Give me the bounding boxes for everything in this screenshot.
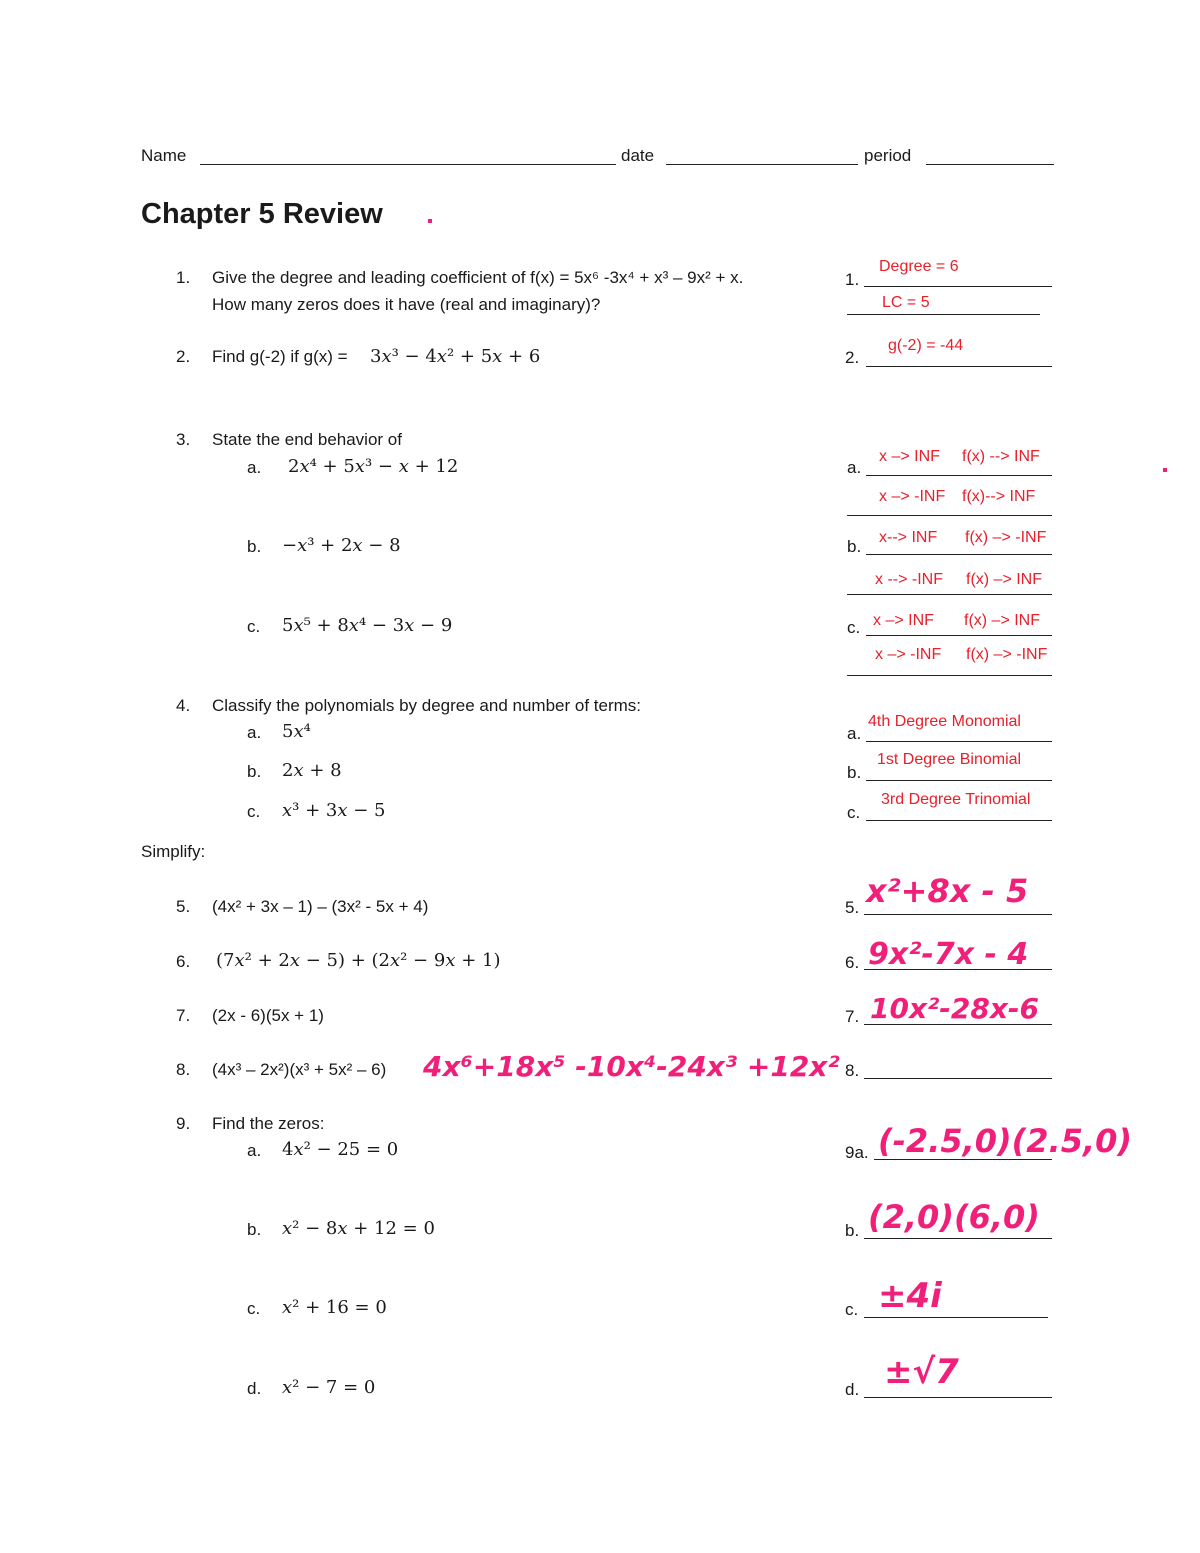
typed-answer: f(x) –> -INF (966, 646, 1048, 663)
question-number: 6. (176, 952, 191, 971)
question-number: 1. (176, 268, 191, 287)
answer-label: 2. (845, 348, 860, 367)
part-label: b. (247, 762, 262, 781)
page-title: Chapter 5 Review (141, 198, 383, 230)
question-number: 7. (176, 1006, 191, 1025)
typed-answer: x –> -INF (879, 488, 946, 505)
handwritten-answer: 9x²-7x - 4 (868, 937, 1029, 972)
answer-line[interactable] (864, 286, 1052, 287)
answer-label: c. (847, 803, 861, 822)
answer-label: b. (845, 1221, 860, 1240)
typed-answer: x –> -INF (875, 646, 942, 663)
answer-line[interactable] (866, 554, 1052, 555)
answer-line[interactable] (866, 780, 1052, 781)
typed-answer: LC = 5 (882, 294, 930, 311)
math-expression: −𝑥³ + 2𝑥 − 8 (282, 535, 401, 556)
typed-answer: 3rd Degree Trinomial (881, 791, 1031, 808)
part-label: d. (247, 1379, 262, 1398)
handwritten-work: 4x⁶+18x⁵ -10x⁴-24x³ +12x² (423, 1050, 840, 1083)
answer-line[interactable] (864, 1397, 1052, 1398)
answer-line[interactable] (866, 366, 1052, 367)
answer-line[interactable] (866, 741, 1052, 742)
answer-label: c. (845, 1300, 859, 1319)
typed-answer: x –> INF (873, 612, 934, 629)
typed-answer: f(x) –> INF (964, 612, 1041, 629)
name-label: Name (141, 146, 187, 165)
period-field[interactable] (926, 164, 1054, 165)
question-text: (2x - 6)(5x + 1) (212, 1006, 324, 1025)
answer-line[interactable] (864, 1317, 1048, 1318)
part-label: b. (247, 1220, 262, 1239)
date-field[interactable] (666, 164, 858, 165)
question-text: (4x³ – 2x²)(x³ + 5x² – 6) (212, 1060, 387, 1079)
question-text: (4x² + 3x – 1) – (3x² - 5x + 4) (212, 897, 429, 916)
part-label: a. (247, 723, 262, 742)
typed-answer: x --> -INF (875, 571, 943, 588)
typed-answer: g(-2) = -44 (888, 337, 964, 354)
question-text: State the end behavior of (212, 430, 402, 449)
typed-answer: f(x) –> INF (966, 571, 1043, 588)
math-expression: 𝑥² + 16 = 0 (282, 1297, 387, 1318)
answer-label: 6. (845, 953, 860, 972)
math-expression: 4𝑥² − 25 = 0 (282, 1139, 399, 1160)
question-text: How many zeros does it have (real and imaginary)? (212, 295, 601, 314)
handwritten-answer: 10x²-28x-6 (870, 992, 1040, 1025)
question-number: 3. (176, 430, 191, 449)
name-field[interactable] (200, 164, 616, 165)
date-label: date (621, 146, 655, 165)
pen-mark (1163, 468, 1167, 472)
math-expression: 5𝑥⁴ (282, 721, 311, 742)
part-label: c. (247, 802, 261, 821)
typed-answer: x –> INF (879, 448, 940, 465)
answer-label: c. (847, 618, 861, 637)
handwritten-answer: x²+8x - 5 (866, 872, 1029, 910)
math-expression: 𝑥² − 8𝑥 + 12 = 0 (282, 1218, 435, 1239)
typed-answer: f(x) –> -INF (965, 529, 1047, 546)
question-text: Classify the polynomials by degree and number of terms: (212, 696, 641, 715)
part-label: a. (247, 458, 262, 477)
answer-label: 5. (845, 898, 860, 917)
typed-answer: f(x) --> INF (962, 448, 1040, 465)
typed-answer: 1st Degree Binomial (877, 751, 1022, 768)
question-text: Find g(-2) if g(x) = (212, 347, 348, 366)
answer-label: 7. (845, 1007, 860, 1026)
answer-line[interactable] (864, 1078, 1052, 1079)
typed-answer: f(x)--> INF (962, 488, 1036, 505)
answer-line[interactable] (847, 675, 1052, 676)
math-expression: (7𝑥² + 2𝑥 − 5) + (2𝑥² − 9𝑥 + 1) (216, 950, 501, 971)
answer-line[interactable] (866, 475, 1052, 476)
answer-line[interactable] (847, 515, 1052, 516)
math-expression: 𝑥³ + 3𝑥 − 5 (282, 800, 386, 821)
section-heading: Simplify: (141, 842, 206, 861)
answer-label: 1. (845, 270, 860, 289)
question-text: Give the degree and leading coefficient of f(x) = 5x⁶ -3x⁴ + x³ – 9x² + x. (212, 268, 744, 287)
question-number: 9. (176, 1114, 191, 1133)
answer-label: 9a. (845, 1143, 869, 1162)
part-label: b. (247, 537, 262, 556)
answer-label: d. (845, 1380, 860, 1399)
answer-line[interactable] (847, 594, 1052, 595)
answer-line[interactable] (847, 314, 1040, 315)
typed-answer: 4th Degree Monomial (868, 713, 1021, 730)
math-expression: 2𝑥⁴ + 5𝑥³ − 𝑥 + 12 (288, 456, 459, 477)
handwritten-answer: (-2.5,0)(2.5,0) (878, 1122, 1132, 1160)
answer-line[interactable] (866, 820, 1052, 821)
period-label: period (864, 146, 912, 165)
typed-answer: Degree = 6 (879, 258, 959, 275)
answer-label: b. (847, 537, 862, 556)
question-number: 5. (176, 897, 191, 916)
answer-line[interactable] (864, 914, 1052, 915)
answer-label: a. (847, 458, 862, 477)
part-label: c. (247, 1299, 261, 1318)
math-expression: 3𝑥³ − 4𝑥² + 5𝑥 + 6 (370, 346, 541, 367)
question-text: Find the zeros: (212, 1114, 325, 1133)
question-number: 8. (176, 1060, 191, 1079)
answer-label: 8. (845, 1061, 860, 1080)
handwritten-answer: (2,0)(6,0) (868, 1198, 1040, 1236)
question-number: 2. (176, 347, 191, 366)
handwritten-answer: ±4i (878, 1276, 942, 1316)
math-expression: 2𝑥 + 8 (282, 760, 342, 781)
answer-label: a. (847, 724, 862, 743)
math-expression: 5𝑥⁵ + 8𝑥⁴ − 3𝑥 − 9 (282, 615, 453, 636)
answer-line[interactable] (864, 1238, 1052, 1239)
answer-line[interactable] (866, 635, 1052, 636)
typed-answer: x--> INF (879, 529, 938, 546)
question-number: 4. (176, 696, 191, 715)
answer-label: b. (847, 763, 862, 782)
math-expression: 𝑥² − 7 = 0 (282, 1377, 376, 1398)
part-label: c. (247, 617, 261, 636)
handwritten-answer: ±√7 (884, 1352, 959, 1392)
part-label: a. (247, 1141, 262, 1160)
pen-mark (428, 219, 432, 223)
